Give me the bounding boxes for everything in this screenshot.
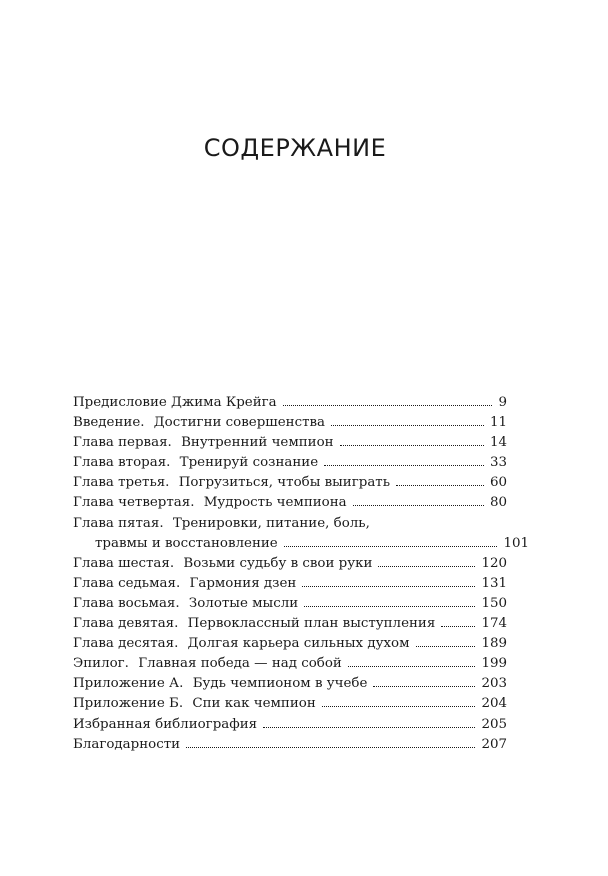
- toc-entry-label: [73, 634, 410, 654]
- toc-entry-prefix: Глава седьмая.: [73, 575, 181, 591]
- toc-entry-prefix: Глава пятая.: [73, 515, 164, 531]
- dot-leader: [373, 686, 475, 687]
- dot-leader: [283, 405, 493, 406]
- toc-entry-chapter-10[interactable]: [73, 634, 507, 654]
- toc-entry-title: Внутренний чемпион: [181, 435, 334, 451]
- toc-entry-introduction[interactable]: [73, 413, 507, 433]
- toc-entry-prefix: Приложение А.: [73, 676, 184, 692]
- toc-page-number: 150: [481, 595, 507, 611]
- toc-entry-chapter-7[interactable]: [73, 574, 507, 594]
- toc-entry-label: [73, 413, 325, 433]
- toc-entry-prefix: Избранная библиография: [73, 716, 258, 732]
- dot-leader: [348, 666, 476, 667]
- toc-entry-label: [73, 514, 507, 534]
- toc-entry-title: Гармония дзен: [189, 575, 297, 591]
- toc-entry-label: [73, 453, 318, 473]
- dot-leader: [284, 546, 498, 547]
- dot-leader: [322, 706, 476, 707]
- toc-entry-prefix: Приложение Б.: [73, 696, 184, 712]
- toc-page-number: 205: [481, 716, 507, 732]
- toc-entry-title: Достигни совершенства: [153, 415, 326, 431]
- dot-leader: [416, 646, 476, 647]
- toc-entry-chapter-8[interactable]: [73, 594, 507, 614]
- toc-entry-label: [73, 473, 390, 493]
- toc-page-number: 120: [481, 555, 507, 571]
- toc-entry-label: [73, 715, 257, 735]
- toc-page-number: 14: [489, 435, 507, 451]
- toc-entry-title: Золотые мысли: [188, 595, 299, 611]
- dot-leader: [331, 425, 484, 426]
- toc-entry-title: Тренировки, питание, боль,: [172, 515, 370, 531]
- toc-entry-chapter-2[interactable]: [73, 453, 507, 473]
- toc-entry-label: [73, 614, 435, 634]
- toc-entry-chapter-4[interactable]: [73, 493, 507, 513]
- toc-page-number: 174: [481, 616, 507, 632]
- page-title: СОДЕРЖАНИЕ: [203, 134, 387, 162]
- toc-entry-chapter-9[interactable]: [73, 614, 507, 634]
- table-of-contents: [73, 393, 529, 755]
- toc-entry-appendix-b[interactable]: [73, 694, 507, 714]
- toc-page-number: 199: [481, 656, 507, 672]
- toc-entry-label: [73, 694, 316, 714]
- toc-entry-foreword[interactable]: [73, 393, 507, 413]
- toc-entry-label: [73, 735, 180, 755]
- toc-page-number: 189: [481, 636, 507, 652]
- toc-page-number: 131: [481, 575, 507, 591]
- toc-entry-title: Будь чемпионом в учебе: [192, 676, 368, 692]
- toc-entry-prefix: Эпилог.: [73, 656, 129, 672]
- toc-entry-label: [73, 393, 277, 413]
- dot-leader: [324, 465, 484, 466]
- dot-leader: [353, 505, 484, 506]
- toc-entry-prefix: Глава первая.: [73, 435, 172, 451]
- toc-entry-prefix: Глава девятая.: [73, 616, 179, 632]
- toc-entry-label: [73, 674, 367, 694]
- toc-entry-label: [73, 574, 296, 594]
- toc-entry-prefix: Глава восьмая.: [73, 595, 180, 611]
- toc-entry-appendix-a[interactable]: [73, 674, 507, 694]
- dot-leader: [378, 566, 475, 567]
- toc-entry-label: [73, 433, 334, 453]
- toc-entry-title: Долгая карьера сильных духом: [187, 636, 410, 652]
- toc-page-number: 101: [503, 535, 529, 551]
- toc-page-number: 80: [489, 495, 507, 511]
- toc-entry-title: Тренируй сознание: [179, 455, 319, 471]
- toc-entry-chapter-3[interactable]: [73, 473, 507, 493]
- toc-page-number: 33: [489, 455, 507, 471]
- dot-leader: [304, 606, 475, 607]
- toc-entry-chapter-5[interactable]: [73, 514, 529, 554]
- toc-entry-label: [73, 554, 372, 574]
- toc-entry-prefix: Глава вторая.: [73, 455, 171, 471]
- toc-page-number: 207: [481, 736, 507, 752]
- dot-leader: [441, 626, 475, 627]
- toc-entry-title: Главная победа — над собой: [138, 656, 342, 672]
- toc-page-number: 9: [498, 395, 507, 410]
- toc-entry-label: [73, 594, 298, 614]
- dot-leader: [396, 485, 484, 486]
- toc-entry-title: Спи как чемпион: [192, 696, 316, 712]
- toc-entry-label: [73, 654, 342, 674]
- toc-entry-label: [73, 493, 347, 513]
- toc-entry-prefix: Глава четвертая.: [73, 495, 195, 511]
- toc-page-number: 204: [481, 696, 507, 712]
- toc-entry-bibliography[interactable]: [73, 715, 507, 735]
- toc-entry-title: Погрузиться, чтобы выиграть: [178, 475, 391, 491]
- toc-entry-prefix: Введение.: [73, 415, 145, 431]
- dot-leader: [186, 747, 475, 748]
- toc-page-number: 11: [489, 415, 507, 431]
- toc-entry-prefix: Глава шестая.: [73, 555, 175, 571]
- dot-leader: [302, 586, 475, 587]
- toc-page-number: 60: [489, 475, 507, 491]
- toc-entry-continuation: травмы и восстановление: [95, 535, 278, 551]
- toc-entry-prefix: Глава третья.: [73, 475, 170, 491]
- toc-entry-epilogue[interactable]: [73, 654, 507, 674]
- toc-entry-prefix: Благодарности: [73, 736, 181, 752]
- toc-entry-title: Мудрость чемпиона: [203, 495, 347, 511]
- dot-leader: [263, 727, 475, 728]
- toc-entry-title: Первоклассный план выступления: [187, 616, 436, 632]
- toc-entry-title: Возьми судьбу в свои руки: [183, 555, 373, 571]
- toc-entry-prefix: Глава десятая.: [73, 636, 179, 652]
- dot-leader: [340, 445, 484, 446]
- toc-entry-prefix: Предисловие Джима Крейга: [73, 395, 277, 410]
- toc-entry-acknowledgements[interactable]: [73, 735, 507, 755]
- toc-page-number: 203: [481, 676, 507, 692]
- toc-entry-chapter-1[interactable]: [73, 433, 507, 453]
- toc-entry-chapter-6[interactable]: [73, 554, 507, 574]
